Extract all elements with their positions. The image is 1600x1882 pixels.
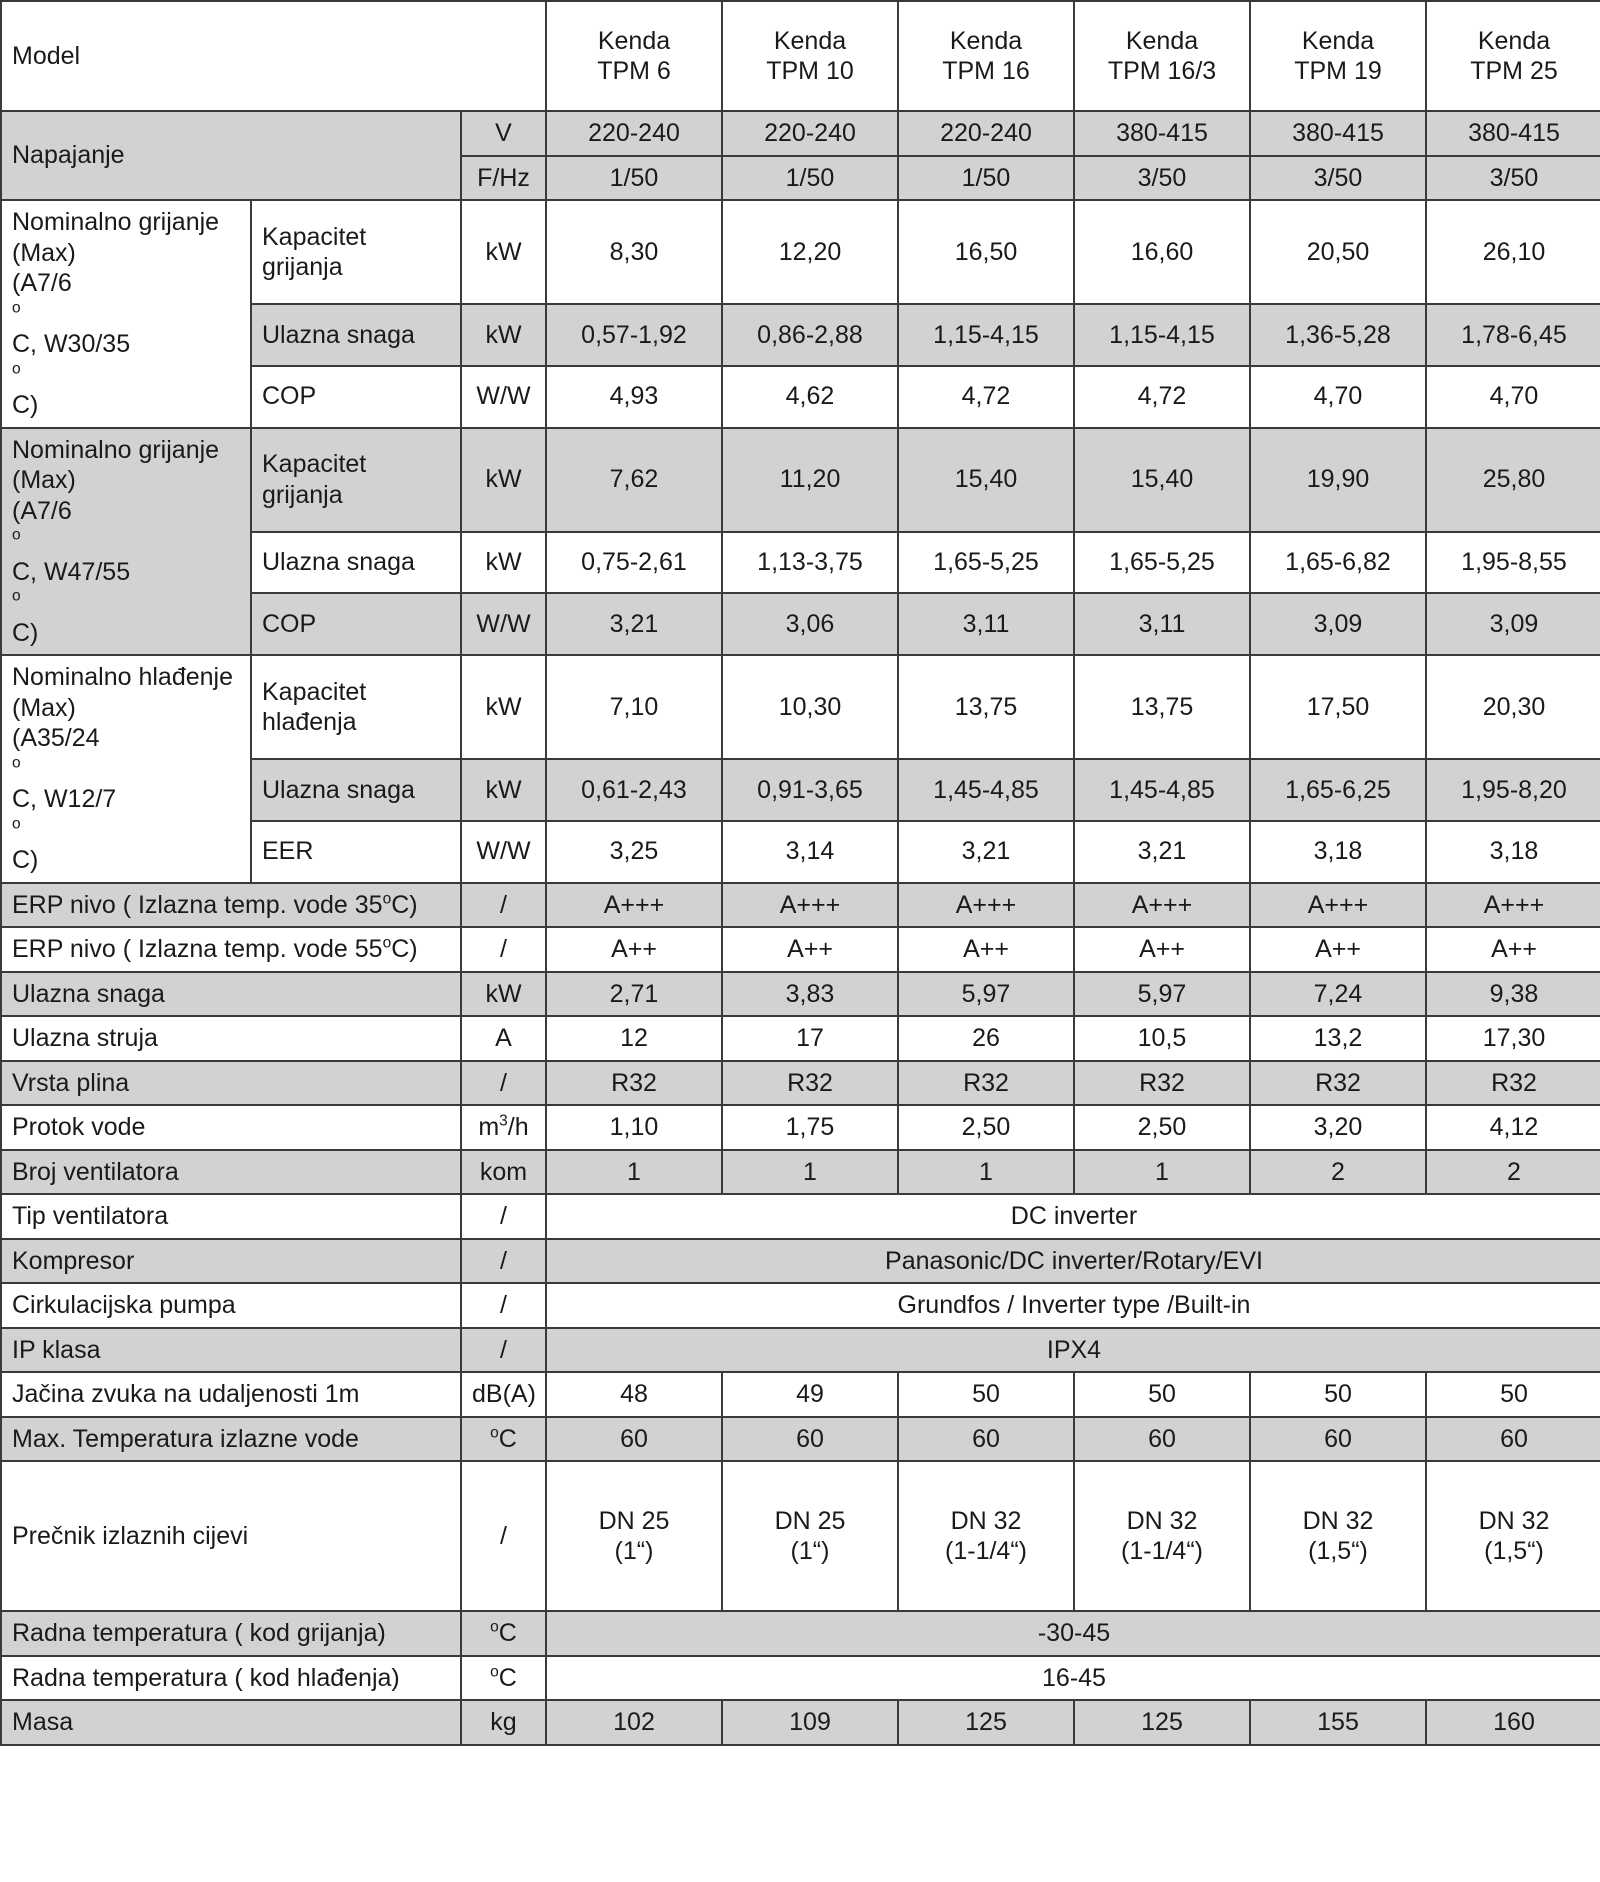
heating55-cop-5: 3,09 <box>1250 593 1426 655</box>
max-water-temp-6: 60 <box>1426 1417 1600 1462</box>
model-brand: Kenda <box>773 26 847 55</box>
table-row-heating35-capacity <box>1 200 1600 304</box>
heating55-row-label-1: Kapacitet grijanja <box>251 428 461 532</box>
power-supply-voltage-6: 380-415 <box>1426 111 1600 156</box>
mass-2: 109 <box>722 1700 898 1745</box>
model-name: TPM 19 <box>1294 57 1382 85</box>
model-name: TPM 10 <box>766 57 854 85</box>
water-flow-label: Protok vode <box>1 1105 461 1150</box>
heating35-cop-2: 4,62 <box>722 366 898 428</box>
fan-count-3: 1 <box>898 1150 1074 1195</box>
circulation-pump-label: Cirkulacijska pumpa <box>1 1283 461 1328</box>
heating55-capacity-4: 15,40 <box>1074 428 1250 532</box>
heating35-label-line2: (A7/6 $^o$ C, W30/35 $^o$ C) <box>12 269 131 419</box>
refrigerant-1: R32 <box>546 1061 722 1106</box>
pipe-inch: (1“) <box>614 1537 654 1565</box>
erp55-value-1: A++ <box>546 927 722 972</box>
power-supply-voltage-5: 380-415 <box>1250 111 1426 156</box>
fan-count-2: 1 <box>722 1150 898 1195</box>
water-flow-3: 2,50 <box>898 1105 1074 1150</box>
cooling-label-line2: (A35/24 $^o$ C, W12/7 $^o$ C) <box>12 724 117 874</box>
input-current-4: 10,5 <box>1074 1016 1250 1061</box>
heating55-cop-2: 3,06 <box>722 593 898 655</box>
heating55-row-label-3: COP <box>251 593 461 655</box>
erp35-value-5: A+++ <box>1250 883 1426 928</box>
degree-symbol: o <box>382 934 392 952</box>
table-row-input-current <box>1 1016 1600 1061</box>
mass-unit: kg <box>461 1700 546 1745</box>
table-row-operating-temp-cooling <box>1 1656 1600 1701</box>
heating55-input-2: 1,13-3,75 <box>722 532 898 594</box>
pipe-diameter-label: Prečnik izlaznih cijevi <box>1 1461 461 1611</box>
heating55-capacity-6: 25,80 <box>1426 428 1600 532</box>
circulation-pump-unit: / <box>461 1283 546 1328</box>
refrigerant-label: Vrsta plina <box>1 1061 461 1106</box>
table-row-ip-class <box>1 1328 1600 1373</box>
model-brand: Kenda <box>597 26 671 55</box>
mass-5: 155 <box>1250 1700 1426 1745</box>
input-power-unit: kW <box>461 972 546 1017</box>
sound-level-5: 50 <box>1250 1372 1426 1417</box>
cooling-row-label-3: EER <box>251 821 461 883</box>
power-supply-frequency-5: 3/50 <box>1250 156 1426 201</box>
model-brand: Kenda <box>1125 26 1199 55</box>
heating55-capacity-1: 7,62 <box>546 428 722 532</box>
table-row-heating55-capacity <box>1 428 1600 532</box>
erp55-label: ERP nivo ( Izlazna temp. vode 55$^o$C) <box>1 927 461 972</box>
operating-temp-cooling-value: 16-45 <box>546 1656 1600 1701</box>
cooling-eer-6: 3,18 <box>1426 821 1600 883</box>
table-row-compressor <box>1 1239 1600 1284</box>
operating-temp-cooling-unit: $^o$C <box>461 1656 546 1701</box>
heating55-cop-1: 3,21 <box>546 593 722 655</box>
pipe-inch: (1-1/4“) <box>1121 1537 1203 1565</box>
heating55-cop-6: 3,09 <box>1426 593 1600 655</box>
pipe-dn: DN 32 <box>1478 1506 1550 1535</box>
mass-1: 102 <box>546 1700 722 1745</box>
cooling-eer-3: 3,21 <box>898 821 1074 883</box>
water-flow-6: 4,12 <box>1426 1105 1600 1150</box>
erp55-value-3: A++ <box>898 927 1074 972</box>
degree-symbol: o <box>12 815 21 833</box>
cooling-eer-4: 3,21 <box>1074 821 1250 883</box>
input-power-label: Ulazna snaga <box>1 972 461 1017</box>
heating35-unit-2: kW <box>461 304 546 366</box>
heating55-unit-3: W/W <box>461 593 546 655</box>
power-supply-voltage-2: 220-240 <box>722 111 898 156</box>
max-water-temp-1: 60 <box>546 1417 722 1462</box>
ip-class-unit: / <box>461 1328 546 1373</box>
pipe-diameter-6 <box>1426 1461 1600 1611</box>
input-current-2: 17 <box>722 1016 898 1061</box>
degree-symbol: o <box>490 1663 499 1681</box>
erp35-value-4: A+++ <box>1074 883 1250 928</box>
fan-count-1: 1 <box>546 1150 722 1195</box>
heating35-row-label-1: Kapacitet grijanja <box>251 200 461 304</box>
cooling-group-label <box>1 655 251 883</box>
model-name: TPM 6 <box>597 57 671 85</box>
pipe-diameter-4 <box>1074 1461 1250 1611</box>
erp35-value-3: A+++ <box>898 883 1074 928</box>
cooling-capacity-3: 13,75 <box>898 655 1074 759</box>
heating35-input-6: 1,78-6,45 <box>1426 304 1600 366</box>
heating35-row-label-3: COP <box>251 366 461 428</box>
model-column-2 <box>722 1 898 111</box>
cooling-row-label-2: Ulazna snaga <box>251 759 461 821</box>
erp35-value-1: A+++ <box>546 883 722 928</box>
pipe-dn: DN 32 <box>950 1506 1022 1535</box>
operating-temp-cooling-label: Radna temperatura ( kod hlađenja) <box>1 1656 461 1701</box>
erp35-value-6: A+++ <box>1426 883 1600 928</box>
heating35-cop-1: 4,93 <box>546 366 722 428</box>
model-column-6 <box>1426 1 1600 111</box>
mass-6: 160 <box>1426 1700 1600 1745</box>
degree-symbol: o <box>12 526 21 544</box>
cubic-exponent: 3 <box>499 1112 508 1130</box>
heating35-group-label <box>1 200 251 428</box>
erp35-label: ERP nivo ( Izlazna temp. vode 35$^o$C) <box>1 883 461 928</box>
heating35-input-4: 1,15-4,15 <box>1074 304 1250 366</box>
fan-count-6: 2 <box>1426 1150 1600 1195</box>
heating35-capacity-2: 12,20 <box>722 200 898 304</box>
refrigerant-4: R32 <box>1074 1061 1250 1106</box>
fan-type-label: Tip ventilatora <box>1 1194 461 1239</box>
compressor-unit: / <box>461 1239 546 1284</box>
input-current-unit: A <box>461 1016 546 1061</box>
heating55-input-5: 1,65-6,82 <box>1250 532 1426 594</box>
pipe-diameter-2 <box>722 1461 898 1611</box>
sound-level-1: 48 <box>546 1372 722 1417</box>
degree-symbol: o <box>12 587 21 605</box>
heating55-label-line1: Nominalno grijanje (Max) <box>12 435 220 494</box>
sound-level-3: 50 <box>898 1372 1074 1417</box>
table-row-refrigerant <box>1 1061 1600 1106</box>
table-row-mass <box>1 1700 1600 1745</box>
heating35-input-5: 1,36-5,28 <box>1250 304 1426 366</box>
refrigerant-2: R32 <box>722 1061 898 1106</box>
pipe-diameter-unit: / <box>461 1461 546 1611</box>
cooling-capacity-6: 20,30 <box>1426 655 1600 759</box>
max-water-temp-unit: $^o$C <box>461 1417 546 1462</box>
sound-level-unit: dB(A) <box>461 1372 546 1417</box>
heating55-capacity-3: 15,40 <box>898 428 1074 532</box>
pipe-inch: (1“) <box>790 1537 830 1565</box>
cooling-input-1: 0,61-2,43 <box>546 759 722 821</box>
erp55-unit: / <box>461 927 546 972</box>
heating35-row-label-2: Ulazna snaga <box>251 304 461 366</box>
cooling-input-5: 1,65-6,25 <box>1250 759 1426 821</box>
heating55-input-4: 1,65-5,25 <box>1074 532 1250 594</box>
erp35-unit: / <box>461 883 546 928</box>
fan-count-5: 2 <box>1250 1150 1426 1195</box>
erp55-value-5: A++ <box>1250 927 1426 972</box>
pipe-dn: DN 32 <box>1302 1506 1374 1535</box>
heating35-cop-6: 4,70 <box>1426 366 1600 428</box>
heating55-capacity-2: 11,20 <box>722 428 898 532</box>
cooling-input-2: 0,91-3,65 <box>722 759 898 821</box>
cooling-eer-2: 3,14 <box>722 821 898 883</box>
heating35-label-line1: Nominalno grijanje (Max) <box>12 208 220 267</box>
model-column-1 <box>546 1 722 111</box>
heating55-capacity-5: 19,90 <box>1250 428 1426 532</box>
heating55-input-6: 1,95-8,55 <box>1426 532 1600 594</box>
input-power-3: 5,97 <box>898 972 1074 1017</box>
model-name: TPM 25 <box>1470 57 1558 85</box>
model-column-4 <box>1074 1 1250 111</box>
fan-type-value: DC inverter <box>546 1194 1600 1239</box>
heating35-input-3: 1,15-4,15 <box>898 304 1074 366</box>
refrigerant-unit: / <box>461 1061 546 1106</box>
table-row-fan-type <box>1 1194 1600 1239</box>
power-supply-voltage-3: 220-240 <box>898 111 1074 156</box>
input-power-5: 7,24 <box>1250 972 1426 1017</box>
pipe-diameter-3 <box>898 1461 1074 1611</box>
input-power-4: 5,97 <box>1074 972 1250 1017</box>
heating35-capacity-1: 8,30 <box>546 200 722 304</box>
fan-count-unit: kom <box>461 1150 546 1195</box>
model-column-3 <box>898 1 1074 111</box>
cooling-input-4: 1,45-4,85 <box>1074 759 1250 821</box>
sound-level-2: 49 <box>722 1372 898 1417</box>
degree-symbol: o <box>382 890 392 908</box>
input-current-5: 13,2 <box>1250 1016 1426 1061</box>
table-row-circulation-pump <box>1 1283 1600 1328</box>
degree-symbol: o <box>490 1618 499 1636</box>
cooling-unit-2: kW <box>461 759 546 821</box>
circulation-pump-value: Grundfos / Inverter type /Built-in <box>546 1283 1600 1328</box>
heating55-row-label-2: Ulazna snaga <box>251 532 461 594</box>
cooling-capacity-5: 17,50 <box>1250 655 1426 759</box>
table-row-erp55 <box>1 927 1600 972</box>
ip-class-value: IPX4 <box>546 1328 1600 1373</box>
heating35-capacity-4: 16,60 <box>1074 200 1250 304</box>
heating55-cop-3: 3,11 <box>898 593 1074 655</box>
cooling-capacity-4: 13,75 <box>1074 655 1250 759</box>
power-supply-frequency-4: 3/50 <box>1074 156 1250 201</box>
compressor-value: Panasonic/DC inverter/Rotary/EVI <box>546 1239 1600 1284</box>
input-current-6: 17,30 <box>1426 1016 1600 1061</box>
cooling-input-6: 1,95-8,20 <box>1426 759 1600 821</box>
heating55-cop-4: 3,11 <box>1074 593 1250 655</box>
power-supply-frequency-6: 3/50 <box>1426 156 1600 201</box>
compressor-label: Kompresor <box>1 1239 461 1284</box>
pipe-dn: DN 32 <box>1126 1506 1198 1535</box>
heating35-capacity-3: 16,50 <box>898 200 1074 304</box>
cooling-row-label-1: Kapacitet hlađenja <box>251 655 461 759</box>
heating35-unit-1: kW <box>461 200 546 304</box>
fan-count-label: Broj ventilatora <box>1 1150 461 1195</box>
sound-level-6: 50 <box>1426 1372 1600 1417</box>
table-row-power-voltage <box>1 111 1600 156</box>
max-water-temp-5: 60 <box>1250 1417 1426 1462</box>
sound-level-label: Jačina zvuka na udaljenosti 1m <box>1 1372 461 1417</box>
heating55-input-1: 0,75-2,61 <box>546 532 722 594</box>
heating35-input-2: 0,86-2,88 <box>722 304 898 366</box>
mass-3: 125 <box>898 1700 1074 1745</box>
table-row-water-flow <box>1 1105 1600 1150</box>
operating-temp-heating-value: -30-45 <box>546 1611 1600 1656</box>
mass-4: 125 <box>1074 1700 1250 1745</box>
ip-class-label: IP klasa <box>1 1328 461 1373</box>
refrigerant-6: R32 <box>1426 1061 1600 1106</box>
table-row-input-power <box>1 972 1600 1017</box>
table-row-max-water-temp <box>1 1417 1600 1462</box>
pipe-diameter-1 <box>546 1461 722 1611</box>
erp55-value-6: A++ <box>1426 927 1600 972</box>
operating-temp-heating-unit: $^o$C <box>461 1611 546 1656</box>
power-supply-unit-frequency: F/Hz <box>461 156 546 201</box>
heating55-group-label <box>1 428 251 656</box>
table-row-erp35 <box>1 883 1600 928</box>
max-water-temp-3: 60 <box>898 1417 1074 1462</box>
power-supply-label: Napajanje <box>1 111 461 200</box>
cooling-eer-5: 3,18 <box>1250 821 1426 883</box>
power-supply-frequency-1: 1/50 <box>546 156 722 201</box>
heating55-unit-2: kW <box>461 532 546 594</box>
max-water-temp-2: 60 <box>722 1417 898 1462</box>
input-current-label: Ulazna struja <box>1 1016 461 1061</box>
table-row-model-header <box>1 1 1600 111</box>
table-row-pipe-diameter <box>1 1461 1600 1611</box>
operating-temp-heating-label: Radna temperatura ( kod grijanja) <box>1 1611 461 1656</box>
heating35-capacity-5: 20,50 <box>1250 200 1426 304</box>
pipe-inch: (1-1/4“) <box>945 1537 1027 1565</box>
cooling-unit-1: kW <box>461 655 546 759</box>
heating35-input-1: 0,57-1,92 <box>546 304 722 366</box>
power-supply-voltage-1: 220-240 <box>546 111 722 156</box>
heating55-input-3: 1,65-5,25 <box>898 532 1074 594</box>
pipe-inch: (1,5“) <box>1484 1537 1544 1565</box>
heating35-cop-4: 4,72 <box>1074 366 1250 428</box>
fan-count-4: 1 <box>1074 1150 1250 1195</box>
model-brand: Kenda <box>949 26 1023 55</box>
water-flow-4: 2,50 <box>1074 1105 1250 1150</box>
pipe-dn: DN 25 <box>774 1506 846 1535</box>
cooling-eer-1: 3,25 <box>546 821 722 883</box>
erp55-value-2: A++ <box>722 927 898 972</box>
cooling-capacity-1: 7,10 <box>546 655 722 759</box>
degree-symbol: o <box>12 299 21 317</box>
input-current-3: 26 <box>898 1016 1074 1061</box>
sound-level-4: 50 <box>1074 1372 1250 1417</box>
fan-type-unit: / <box>461 1194 546 1239</box>
table-row-sound-level <box>1 1372 1600 1417</box>
degree-symbol: o <box>12 360 21 378</box>
model-brand: Kenda <box>1301 26 1375 55</box>
table-row-cooling-capacity <box>1 655 1600 759</box>
pipe-diameter-5 <box>1250 1461 1426 1611</box>
power-supply-unit-voltage: V <box>461 111 546 156</box>
max-water-temp-label: Max. Temperatura izlazne vode <box>1 1417 461 1462</box>
max-water-temp-4: 60 <box>1074 1417 1250 1462</box>
input-current-1: 12 <box>546 1016 722 1061</box>
degree-symbol: o <box>490 1424 499 1442</box>
heating55-label-line2: (A7/6 $^o$ C, W47/55 $^o$ C) <box>12 496 131 647</box>
pipe-inch: (1,5“) <box>1308 1537 1368 1565</box>
heating35-unit-3: W/W <box>461 366 546 428</box>
cooling-unit-3: W/W <box>461 821 546 883</box>
input-power-2: 3,83 <box>722 972 898 1017</box>
cooling-capacity-2: 10,30 <box>722 655 898 759</box>
model-label: Model <box>1 1 546 111</box>
table-row-fan-count <box>1 1150 1600 1195</box>
refrigerant-3: R32 <box>898 1061 1074 1106</box>
pipe-dn: DN 25 <box>598 1506 670 1535</box>
power-supply-frequency-2: 1/50 <box>722 156 898 201</box>
model-brand: Kenda <box>1477 26 1551 55</box>
model-name: TPM 16/3 <box>1107 57 1217 85</box>
heating35-capacity-6: 26,10 <box>1426 200 1600 304</box>
input-power-1: 2,71 <box>546 972 722 1017</box>
cooling-label-line1: Nominalno hlađenje (Max) <box>12 663 233 722</box>
model-column-5 <box>1250 1 1426 111</box>
water-flow-5: 3,20 <box>1250 1105 1426 1150</box>
water-flow-1: 1,10 <box>546 1105 722 1150</box>
power-supply-voltage-4: 380-415 <box>1074 111 1250 156</box>
heating55-unit-1: kW <box>461 428 546 532</box>
model-name: TPM 16 <box>942 57 1030 85</box>
erp35-value-2: A+++ <box>722 883 898 928</box>
heating35-cop-3: 4,72 <box>898 366 1074 428</box>
water-flow-unit: $m^3/h$ <box>461 1105 546 1150</box>
cooling-input-3: 1,45-4,85 <box>898 759 1074 821</box>
input-power-6: 9,38 <box>1426 972 1600 1017</box>
heating35-cop-5: 4,70 <box>1250 366 1426 428</box>
erp55-value-4: A++ <box>1074 927 1250 972</box>
table-row-operating-temp-heating <box>1 1611 1600 1656</box>
mass-label: Masa <box>1 1700 461 1745</box>
water-flow-2: 1,75 <box>722 1105 898 1150</box>
refrigerant-5: R32 <box>1250 1061 1426 1106</box>
power-supply-frequency-3: 1/50 <box>898 156 1074 201</box>
degree-symbol: o <box>12 754 21 772</box>
